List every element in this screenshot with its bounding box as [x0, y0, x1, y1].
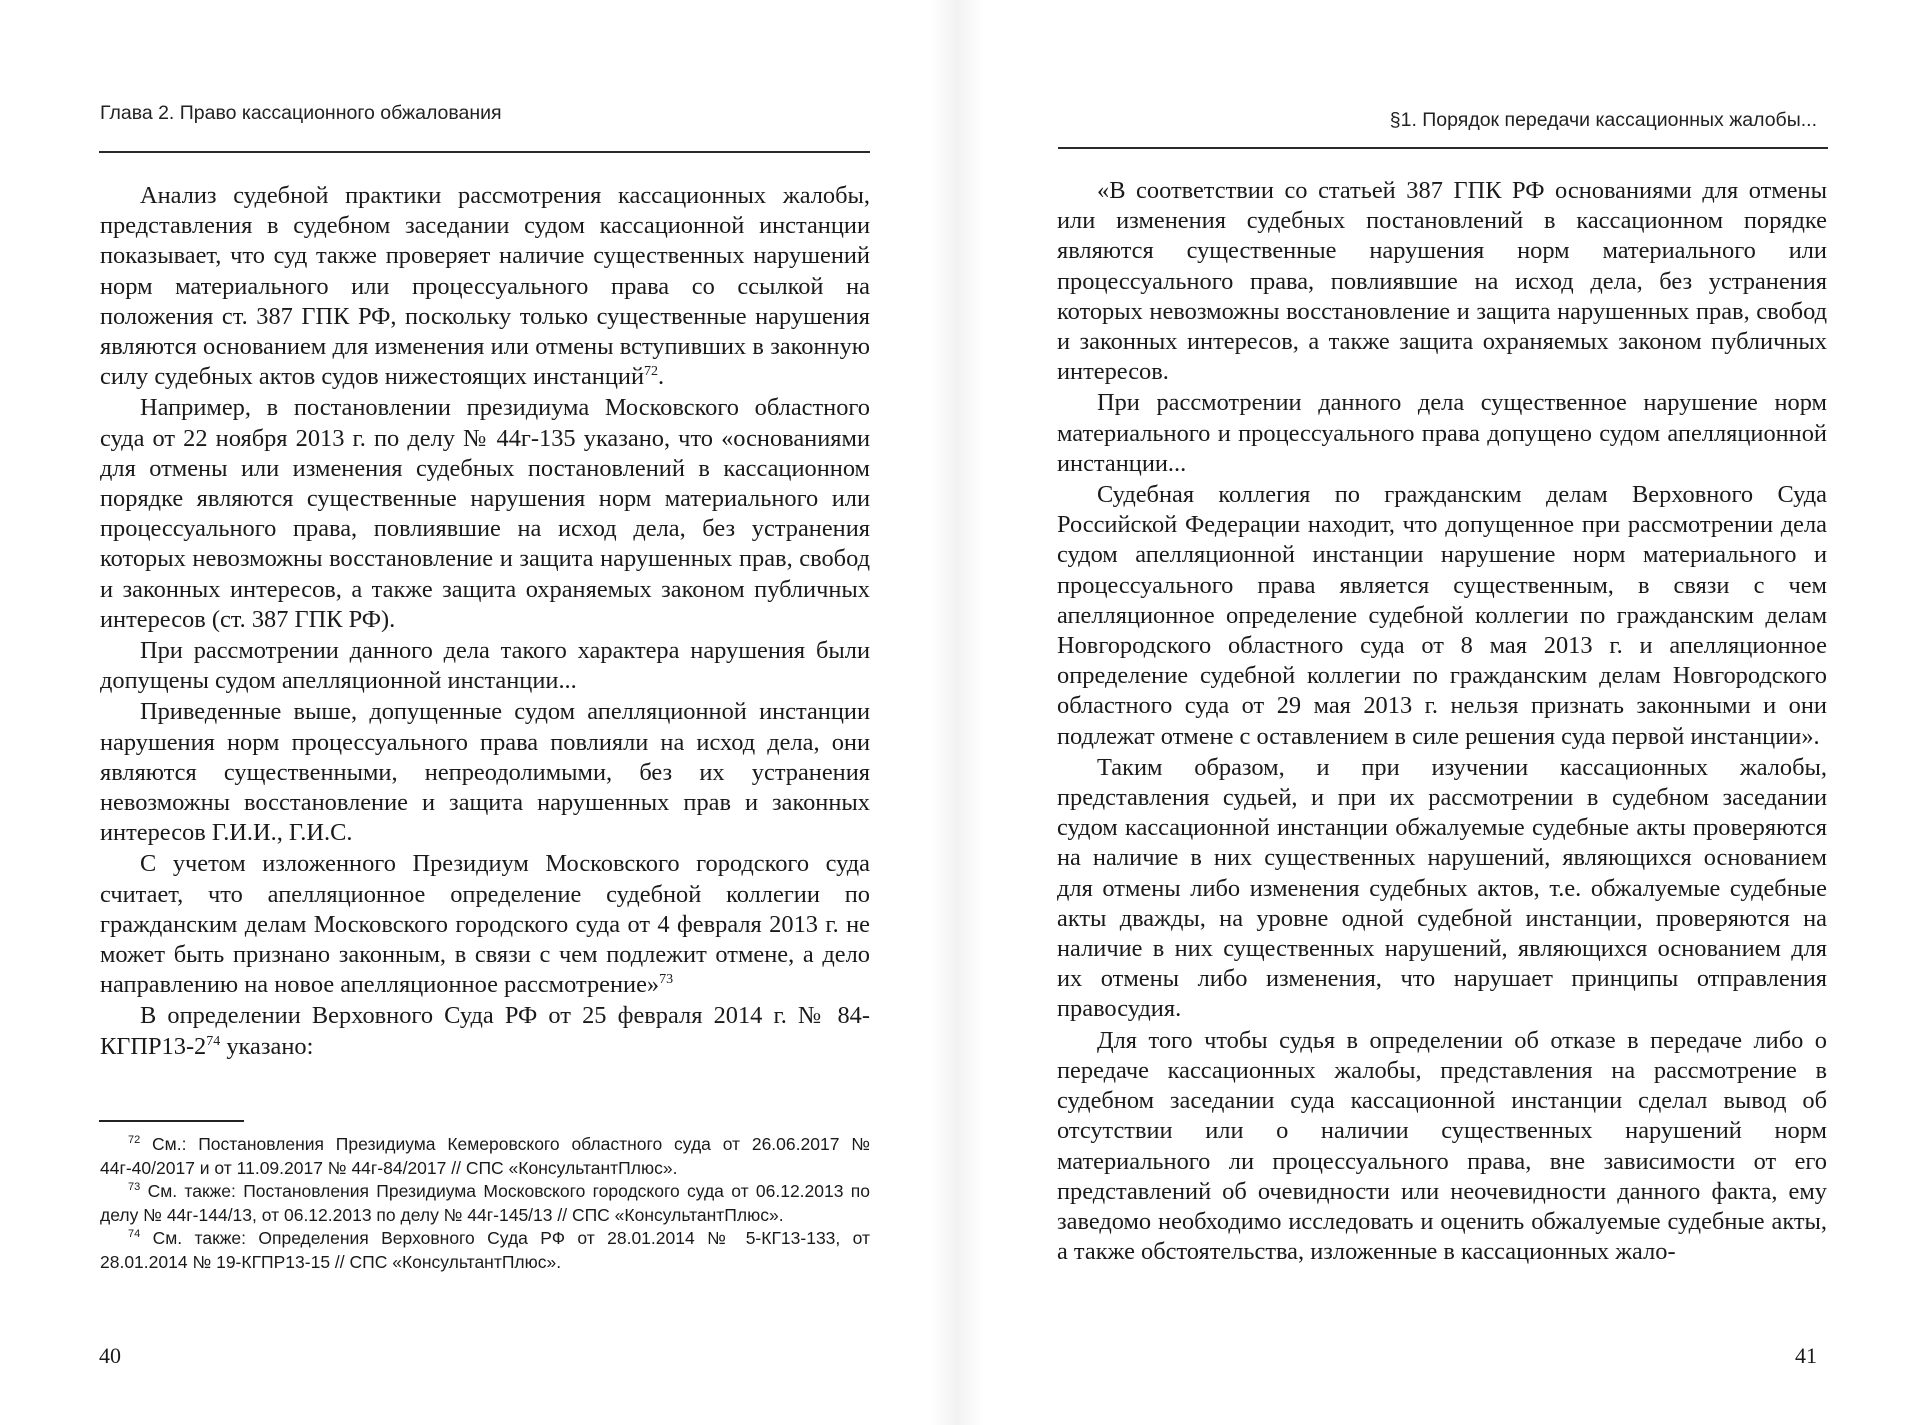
- right-paragraph-1: «В соответствии со статьей 387 ГПК РФ основаниями для отмены или изменения судебных постановлений в кассационном порядке являются существенные нарушения норм материального или процессуального права, повлиявшие на исход дела, без устранения которых невозможны восстановление и защита нарушенных прав, свобод и законных интересов, а также защита охраняемых законом публичных интересов.: [1057, 177, 1827, 386]
- right-page-number: 41: [1795, 1343, 1817, 1368]
- right-paragraph-2: При рассмотрении данного дела существенное нарушение норм материального и процессуального права допущено судом апелляционной инстанции...: [1057, 389, 1827, 477]
- right-body-text: [1057, 176, 1827, 1267]
- right-page: [957, 0, 1914, 1425]
- footnote-72-number: 72: [128, 1134, 141, 1147]
- right-paragraph-3: Судебная коллегия по гражданским делам Верховного Суда Российской Федерации находит, что допущенное при рассмотрении дела судом апелляционной инстанции нарушение норм материального и процессуального права является существенным, в связи с чем апелляционное определение судебной коллегии по гражданским делам Новгородского областного суда от 8 мая 2013 г. и апелляционное определение судебной коллегии по гражданским делам Новгородского областного суда от 29 мая 2013 г. нельзя признать законными и они подлежат отмене с оставлением в силе решения суда первой инстанции».: [1057, 481, 1827, 750]
- footnote-ref-72: 72: [644, 364, 658, 380]
- left-paragraph-6-tail: указано:: [220, 1032, 314, 1060]
- right-running-head: §1. Порядок передачи кассационных жалобы...: [1389, 109, 1817, 131]
- left-paragraph-1-text: Анализ судебной практики рассмотрения кассационных жалобы, представления в судебном заседании судом кассационной инстанции показывает, что суд также проверяет наличие существенных нарушений норм материального или процессуального права со ссылкой на положения ст. 387 ГПК РФ, поскольку только существенные нарушения являются основанием для изменения или отмены вступивших в законную силу судебных актов судов нижестоящих инстанций: [100, 182, 870, 391]
- left-paragraph-5-text: С учетом изложенного Президиум Московского городского суда считает, что апелляционное определение судебной коллегии по гражданским делам Московского городского суда от 4 февраля 2013 г. не может быть признано законным, в связи с чем подлежит отмене, а дело направлению на новое апелляционное рассмотрение»: [100, 850, 870, 999]
- left-page-number: 40: [99, 1343, 121, 1368]
- footnote-rule: [99, 1120, 244, 1122]
- footnote-74-text: См. также: Определения Верховного Суда РФ от 28.01.2014 № 5-КГ13-133, от 28.01.2014 № 19-КГПР13-15 // СПС «КонсультантПлюс».: [100, 1228, 871, 1272]
- left-paragraph-3: При рассмотрении данного дела такого характера нарушения были допущены судом апелляционной инстанции...: [100, 637, 870, 695]
- left-paragraph-6: [100, 1001, 870, 1061]
- footnote-74: [100, 1227, 870, 1274]
- footnote-ref-73: 73: [659, 972, 674, 988]
- right-paragraph-4: Таким образом, и при изучении кассационных жалобы, представления судьей, и при их рассмотрении в судебном заседании судом кассационной инстанции обжалуемые судебные акты проверяются на наличие в них существенных нарушений, являющихся основанием для отмены либо изменения судебных актов, т.е. обжалуемые судебные акты дважды, на уровне одной судебной инстанции, проверяются на наличие в них существенных нарушений, являющихся основанием для их отмены либо изменения, что нарушает принципы отправления правосудия.: [1057, 753, 1827, 1023]
- footnote-72: [100, 1133, 870, 1180]
- left-body-text: [100, 181, 870, 1062]
- footnote-73-number: 73: [128, 1181, 141, 1194]
- left-running-head: Глава 2. Право кассационного обжалования: [100, 102, 502, 124]
- footnote-73-text: См. также: Постановления Президиума Московского городского суда от 06.12.2013 по делу № 44г-144/13, от 06.12.2013 по делу № 44г-145/13 // СПС «КонсультантПлюс».: [100, 1181, 870, 1225]
- footnote-ref-74: 74: [206, 1033, 221, 1049]
- left-paragraph-6-text: В определении Верховного Суда РФ от 25 февраля 2014 г. № 84-КГПР13-2: [100, 1002, 870, 1060]
- left-paragraph-4: Приведенные выше, допущенные судом апелляционной инстанции нарушения норм процессуального права повлияли на исход дела, они являются существенными, непреодолимыми, без их устранения невозможны восстановление и защита нарушенных прав и законных интересов Г.И.И., Г.И.С.: [100, 698, 870, 847]
- left-paragraph-1: Анализ судебной практики рассмотрения кассационных жалобы, представления в судебном заседании судом кассационной инстанции показывает, что суд также проверяет наличие существенных нарушений норм материального или процессуального права со ссылкой на положения ст. 387 ГПК РФ, поскольку только существенные нарушения являются основанием для изменения или отмены вступивших в законную силу судебных актов судов нижестоящих инстанций$^{72}$.: [100, 182, 870, 391]
- right-header-rule: [1058, 147, 1828, 149]
- footnote-74-number: 74: [128, 1228, 141, 1241]
- footnote-73: [100, 1180, 870, 1227]
- footnotes: [100, 1133, 870, 1275]
- left-paragraph-5: [100, 849, 870, 1000]
- right-paragraph-5: Для того чтобы судья в определении об отказе в передаче либо о передаче кассационных жалобы, представления на рассмотрение в судебном заседании суда кассационной инстанции сделал вывод об отсутствии или о наличии существенных нарушений норм материального ли процессуального права, вне зависимости от его представлений об очевидности или неочевидности данного факта, ему заведомо необходимо исследовать и оценить обжалуемые судебные акты, а также обстоятельства, изложенные в кассационных жало-: [1057, 1026, 1827, 1266]
- footnote-72-text: См.: Постановления Президиума Кемеровского областного суда от 26.06.2017 № 44г-40/2017 и от 11.09.2017 № 44г-84/2017 // СПС «КонсультантПлюс».: [100, 1134, 870, 1178]
- left-header-rule: [99, 151, 870, 153]
- left-paragraph-2: Например, в постановлении президиума Московского областного суда от 22 ноября 2013 г. по делу № 44г-135 указано, что «основаниями для отмены или изменения судебных постановлений в кассационном порядке являются существенные нарушения норм материального или процессуального права, повлиявшие на исход дела, без устранения которых невозможны восстановление и защита нарушенных прав, свобод и законных интересов, а также защита охраняемых законом публичных интересов (ст. 387 ГПК РФ).: [100, 394, 870, 633]
